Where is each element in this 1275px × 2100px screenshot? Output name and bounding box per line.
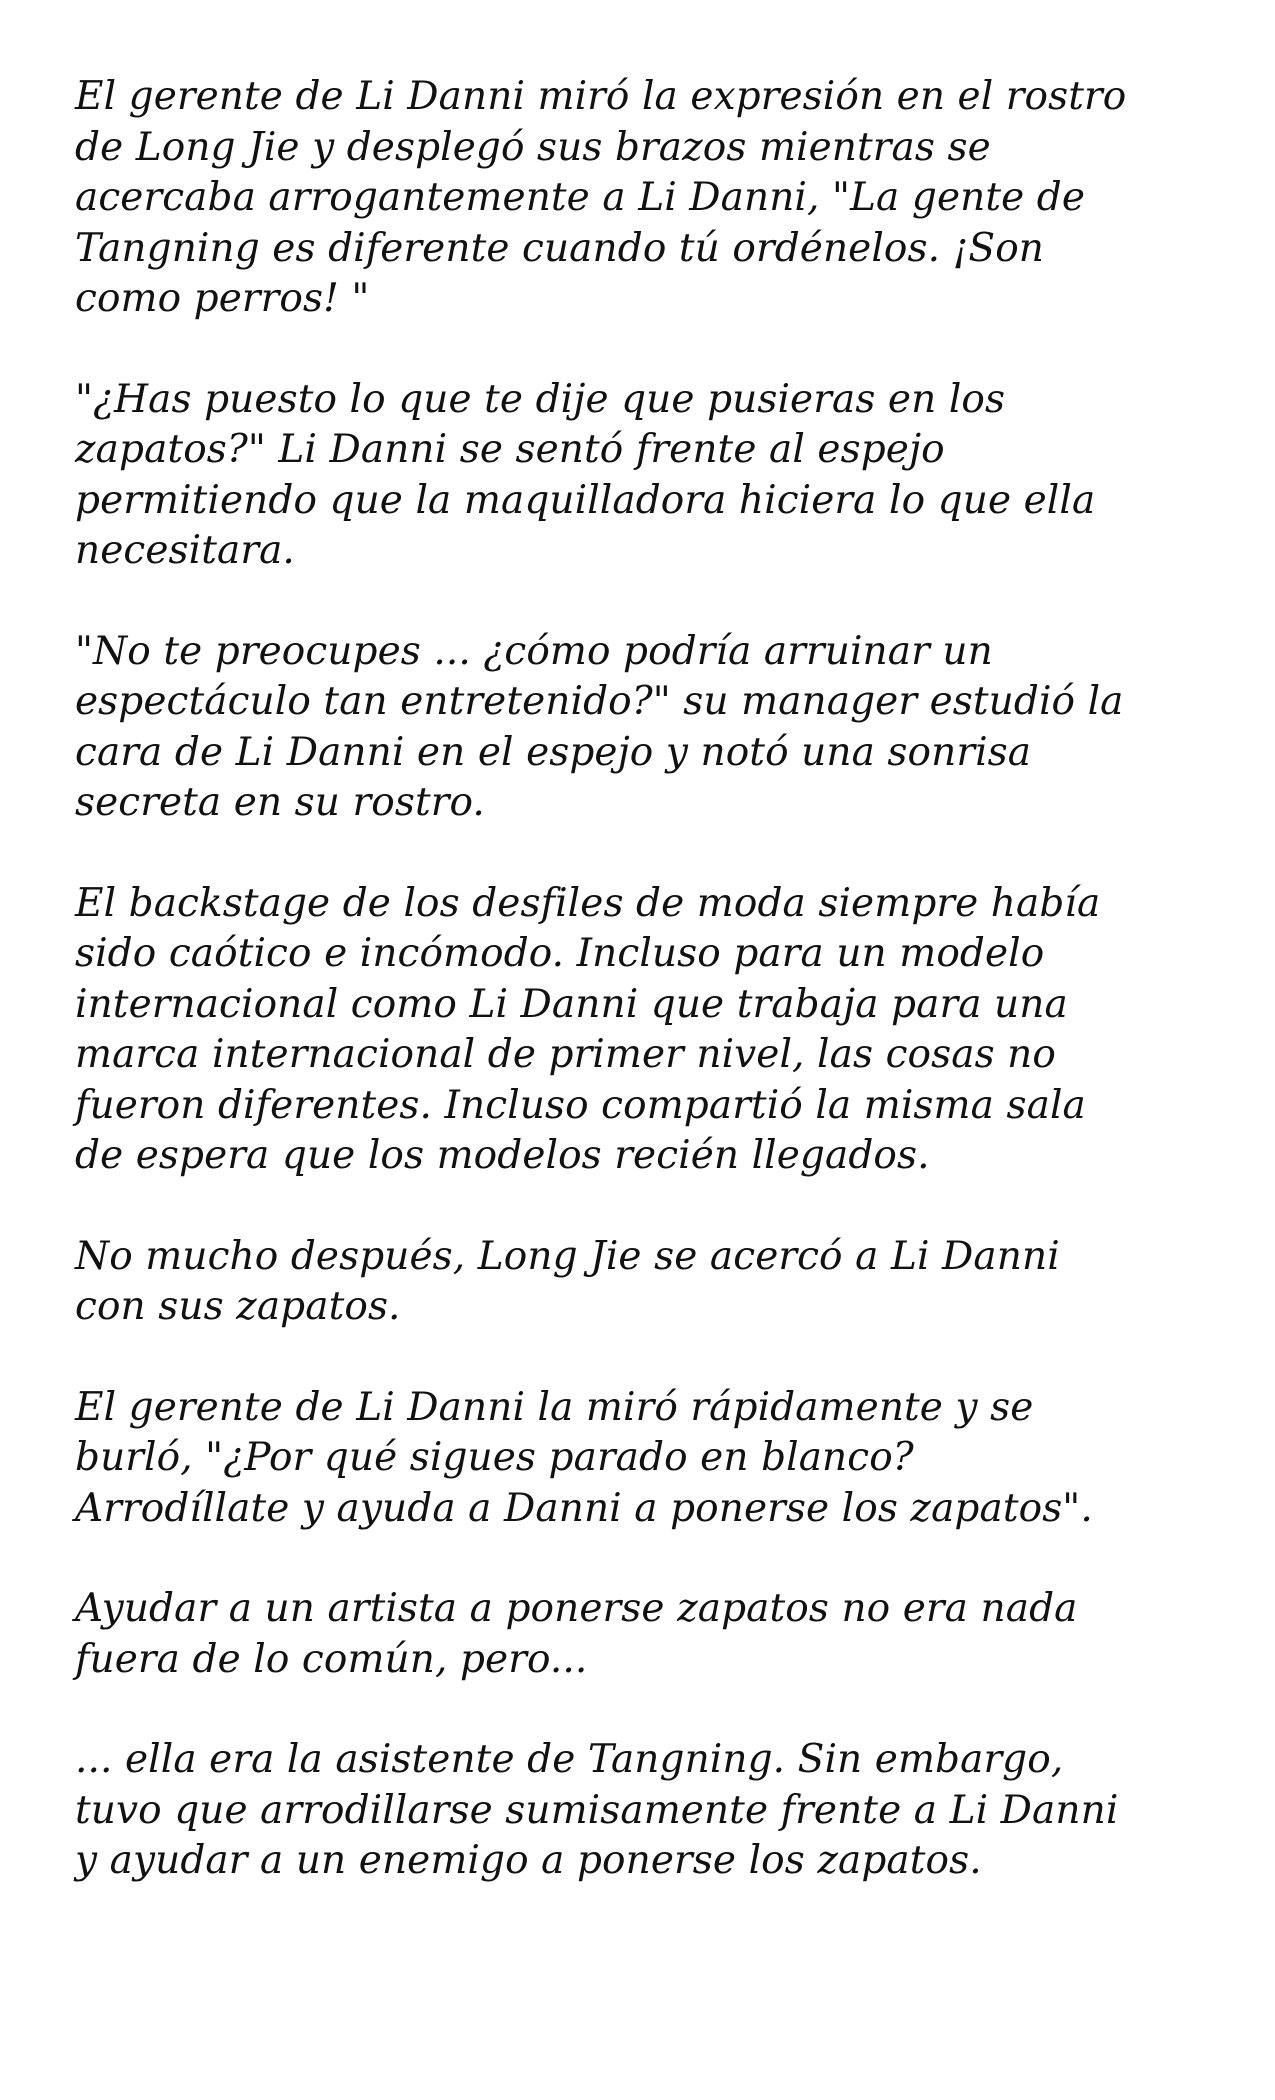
paragraph-3: "No te preocupes ... ¿cómo podría arruinar un espectáculo tan entretenido?" su manager estudió la cara de Li Danni en el espejo y notó una sonrisa secreta en su rostro. — [75, 628, 1124, 825]
paragraph-7: Ayudar a un artista a ponerse zapatos no era nada fuera de lo común, pero... — [75, 1586, 1078, 1682]
document-page — [75, 72, 1225, 1937]
paragraph-2: "¿Has puesto lo que te dije que pusieras en los zapatos?" Li Danni se sentó frente al espejo permitiendo que la maquilladora hiciera lo que ella necesitara. — [75, 376, 1096, 573]
paragraph-1: El gerente de Li Danni miró la expresión en el rostro de Long Jie y desplegó sus brazos mientras se acercaba arrogantemente a Li Danni, "La gente de Tangning es diferente cuando tú ordénelos. ¡Son como perros! " — [75, 74, 1127, 321]
paragraph-6: El gerente de Li Danni la miró rápidamente y se burló, "¿Por qué sigues parado en blanco? Arrodíllate y ayuda a Danni a ponerse los zapatos". — [75, 1384, 1093, 1531]
paragraph-5: No mucho después, Long Jie se acercó a Li Danni con sus zapatos. — [75, 1233, 1060, 1329]
paragraph-8: ... ella era la asistente de Tangning. Sin embargo, tuvo que arrodillarse sumisamente frente a Li Danni y ayudar a un enemigo a ponerse los zapatos. — [75, 1737, 1119, 1883]
paragraph-4: El backstage de los desfiles de moda siempre había sido caótico e incómodo. Incluso para un modelo internacional como Li Danni que trabaja para una marca internacional de primer nivel, las cosas no fueron diferentes. Incluso compartió la misma sala de espera que los modelos recién llegados. — [75, 880, 1101, 1178]
